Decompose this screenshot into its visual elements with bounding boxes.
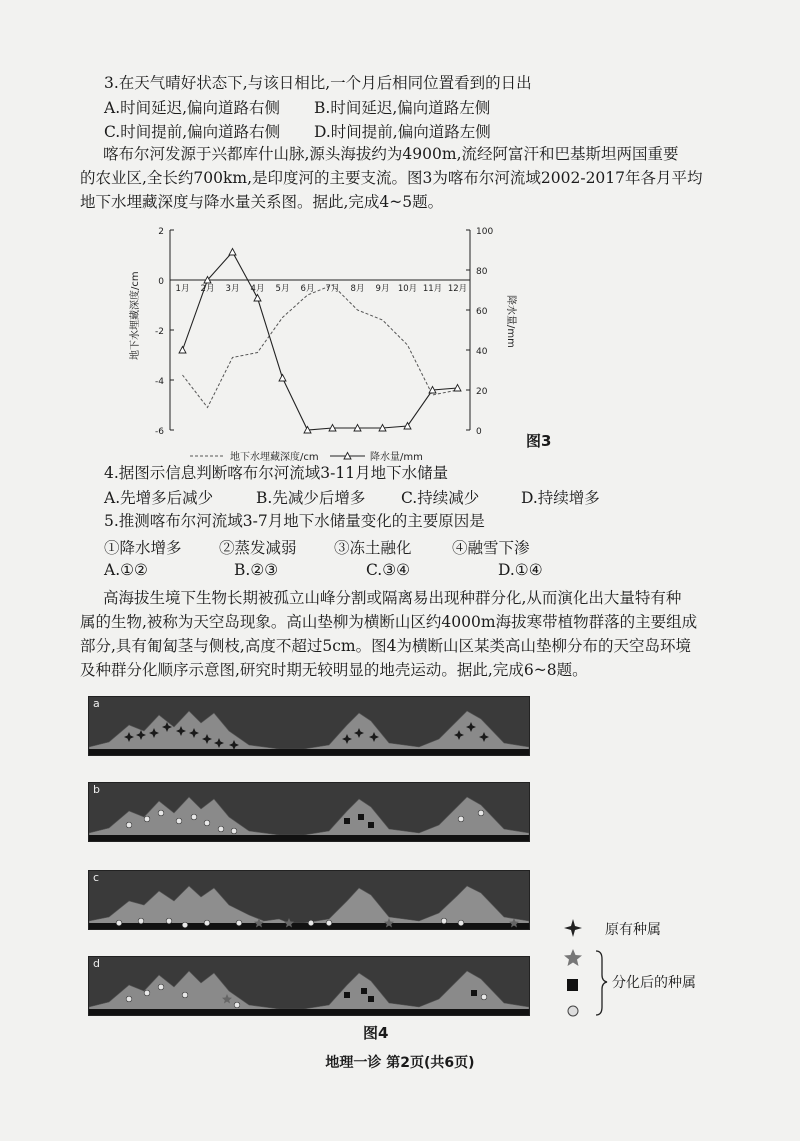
q5-item-4: ④融雪下渗 [452, 539, 530, 557]
square-species-icon [567, 979, 578, 991]
right-tick-label: 20 [476, 387, 488, 397]
panel-b-mountains [89, 783, 529, 841]
q5-option-a[interactable]: A.①② [104, 561, 148, 579]
q4-stem: 4.据图示信息判断喀布尔河流域3-11月地下水储量 [104, 464, 449, 482]
left-tick-label: 0 [158, 277, 164, 287]
circle-species-icon [166, 918, 172, 924]
circle-species-icon [138, 918, 144, 924]
q3-stem: 3.在天气晴好状态下,与该日相比,一个月后相同位置看到的日出 [104, 74, 532, 92]
left-axis-title: 地下水埋藏深度/cm [130, 271, 141, 360]
passage1-line2: 的农业区,全长约700km,是印度河的主要支流。图3为喀布尔河流域2002-2017年各月平均 [80, 169, 703, 187]
square-species-icon [361, 988, 367, 994]
figure3-chart [120, 220, 560, 470]
q3-option-c[interactable]: C.时间提前,偏向道路右侧 [104, 123, 281, 141]
circle-species-icon [158, 810, 164, 816]
left-tick-label: 2 [158, 227, 164, 237]
circle-species-icon [144, 816, 150, 822]
circle-species-icon [182, 922, 188, 928]
circle-species-icon [441, 918, 447, 924]
circle-species-icon [231, 828, 237, 834]
ground-strip [89, 749, 529, 755]
circle-species-icon [144, 990, 150, 996]
panel-c-tag: c [93, 871, 100, 884]
circle-species-icon [191, 814, 197, 820]
circle-species-icon [481, 994, 487, 1000]
figure4-label: 图4 [363, 1024, 389, 1042]
passage2-line4: 及种群分化顺序示意图,研究时期无较明显的地壳运动。据此,完成6~8题。 [80, 661, 588, 679]
star-species-icon [564, 949, 582, 966]
circle-species-icon [458, 816, 464, 822]
figure4-legend [560, 915, 720, 1025]
q5-item-3: ③冻土融化 [334, 539, 412, 557]
circle-species-icon [458, 920, 464, 926]
q4-option-b[interactable]: B.先减少后增多 [256, 489, 366, 507]
passage2-line2: 属的生物,被称为天空岛现象。高山垫柳为横断山区约4000m海拔寒带植物群落的主要组成 [80, 613, 698, 631]
square-species-icon [471, 990, 477, 996]
passage2-line1: 高海拔生境下生物长期被孤立山峰分割或隔离易出现种群分化,从而演化出大量特有种 [103, 589, 682, 607]
month-label: 10月 [397, 284, 418, 294]
panel-a-mountains [89, 697, 529, 755]
q5-items [104, 536, 530, 558]
figure4-panel-c [88, 870, 530, 930]
circle-species-icon [236, 920, 242, 926]
q4-option-a[interactable]: A.先增多后减少 [104, 489, 214, 507]
passage2-line3: 部分,具有匍匐茎与侧枝,高度不超过5cm。图4为横断山区某类高山垫柳分布的天空岛环境 [80, 637, 691, 655]
circle-species-icon [568, 1006, 578, 1016]
figure3-label: 图3 [526, 432, 552, 450]
month-label: 2月 [200, 284, 215, 294]
circle-species-icon [204, 820, 210, 826]
precip-point [179, 347, 186, 354]
figure4-panel-b [88, 782, 530, 842]
q5-option-d[interactable]: D.①④ [498, 561, 543, 579]
precip-series-line [183, 252, 458, 430]
q3-options-row1 [104, 96, 490, 118]
panel-c-mountains [89, 871, 529, 929]
square-species-icon [344, 818, 350, 824]
page-footer: 地理一诊 第2页(共6页) [325, 1055, 475, 1071]
circle-species-icon [116, 920, 122, 926]
figure4-panel-a [88, 696, 530, 756]
figure4-panel-d [88, 956, 530, 1016]
q5-item-1: ①降水增多 [104, 539, 182, 557]
q5-option-c[interactable]: C.③④ [366, 561, 411, 579]
circle-species-icon [176, 818, 182, 824]
circle-species-icon [234, 1002, 240, 1008]
q4-options [104, 486, 600, 508]
right-tick-label: 80 [476, 267, 488, 277]
depth-series-line [183, 285, 458, 408]
precip-point [279, 375, 286, 382]
q5-options [104, 561, 543, 579]
circle-species-icon [218, 826, 224, 832]
left-tick-label: -2 [155, 327, 164, 337]
circle-species-icon [204, 920, 210, 926]
month-label: 3月 [225, 284, 240, 294]
month-label: 4月 [250, 284, 265, 294]
ground-strip [89, 1009, 529, 1015]
left-tick-label: -6 [155, 427, 164, 437]
circle-species-icon [158, 984, 164, 990]
circle-species-icon [182, 992, 188, 998]
q5-option-b[interactable]: B.②③ [234, 561, 279, 579]
circle-species-icon [126, 822, 132, 828]
month-label: 6月 [300, 284, 315, 294]
q5-item-2: ②蒸发减弱 [219, 539, 297, 557]
panel-d-tag: d [93, 957, 100, 970]
month-label: 1月 [175, 284, 190, 294]
month-label: 9月 [375, 284, 390, 294]
precip-point [229, 249, 236, 256]
passage1-line3: 地下水埋藏深度与降水量关系图。据此,完成4~5题。 [80, 193, 444, 211]
legend-depth-label: 地下水埋藏深度/cm [230, 452, 319, 463]
right-tick-label: 100 [476, 227, 494, 237]
circle-species-icon [478, 810, 484, 816]
square-species-icon [368, 996, 374, 1002]
month-label: 11月 [422, 284, 443, 294]
legend-original-label: 原有种属 [605, 922, 661, 938]
legend-derived-label: 分化后的种属 [612, 975, 696, 991]
q3-option-a[interactable]: A.时间延迟,偏向道路右侧 [104, 99, 281, 117]
square-species-icon [368, 822, 374, 828]
circle-species-icon [126, 996, 132, 1002]
q3-option-d[interactable]: D.时间提前,偏向道路左侧 [314, 123, 491, 141]
left-tick-label: -4 [155, 377, 164, 387]
square-species-icon [358, 814, 364, 820]
right-tick-label: 60 [476, 307, 488, 317]
passage1-line1: 喀布尔河发源于兴都库什山脉,源头海拔约为4900m,流经阿富汗和巴基斯坦两国重要 [103, 145, 679, 163]
right-tick-label: 0 [476, 427, 482, 437]
q3-option-b[interactable]: B.时间延迟,偏向道路左侧 [314, 99, 491, 117]
q4-option-c[interactable]: C.持续减少 [401, 489, 480, 507]
circle-species-icon [326, 920, 332, 926]
q3-options-row2 [104, 120, 491, 142]
ground-strip [89, 835, 529, 841]
panel-d-mountains [89, 957, 529, 1015]
month-label: 12月 [447, 284, 468, 294]
month-label: 7月 [325, 284, 340, 294]
legend-precip-label: 降水量/mm [370, 452, 423, 463]
original-species-icon [564, 919, 582, 937]
q4-option-d[interactable]: D.持续增多 [521, 489, 600, 507]
square-species-icon [344, 992, 350, 998]
month-label: 8月 [350, 284, 365, 294]
precip-point [254, 295, 261, 302]
brace-icon [596, 951, 607, 1015]
month-label: 5月 [275, 284, 290, 294]
right-tick-label: 40 [476, 347, 488, 357]
right-axis-title: 降水量/mm [505, 295, 516, 348]
panel-b-tag: b [93, 783, 100, 796]
panel-a-tag: a [93, 697, 100, 710]
mountain-range [89, 971, 529, 1015]
circle-species-icon [308, 920, 314, 926]
q5-stem: 5.推测喀布尔河流域3-7月地下水储量变化的主要原因是 [104, 512, 485, 530]
